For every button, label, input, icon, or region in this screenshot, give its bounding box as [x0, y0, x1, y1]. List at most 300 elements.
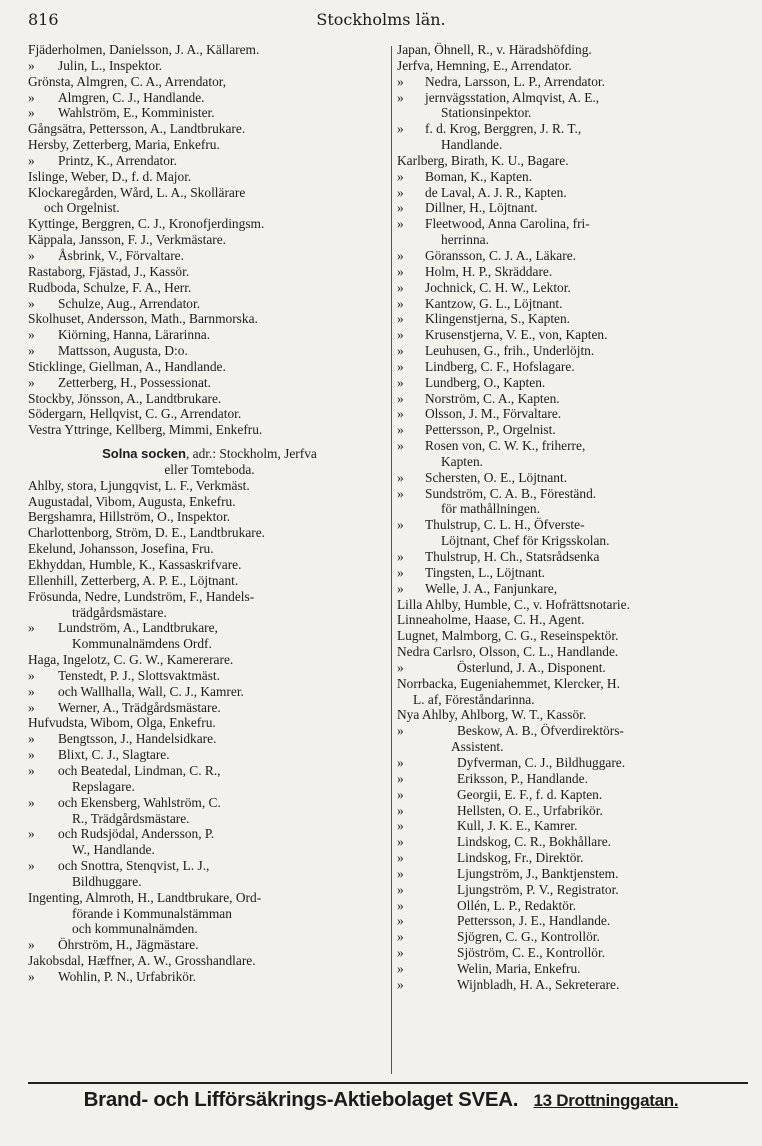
entry-text: Pettersson, P., Orgelnist. [425, 422, 556, 438]
entry-text: W., Handlande. [72, 842, 155, 858]
entry-text: Thulstrup, H. Ch., Statsrådsenka [425, 549, 600, 564]
footer-rule [28, 1082, 748, 1084]
directory-line [397, 628, 747, 644]
directory-line [397, 676, 747, 692]
directory-line [28, 779, 391, 795]
ditto-mark: » [397, 913, 404, 929]
ditto-mark: » [397, 929, 404, 945]
directory-line [28, 185, 391, 201]
ditto-mark: » [397, 754, 404, 770]
entry-text: Skolhuset, Andersson, Math., Barnmorska. [28, 311, 258, 327]
ditto-mark: » [28, 374, 35, 390]
ditto-mark: » [397, 945, 404, 961]
directory-line [28, 200, 391, 216]
entry-text: Ekhyddan, Humble, K., Kassaskrifvare. [28, 557, 242, 572]
entry-text: Thulstrup, C. L. H., Öfverste- [425, 517, 585, 533]
directory-line [397, 438, 747, 454]
directory-line [28, 232, 391, 248]
directory-line [28, 406, 391, 422]
ditto-mark: » [28, 667, 35, 683]
directory-line [28, 359, 391, 375]
left-column [28, 42, 391, 985]
entry-text: och Rudsjödal, Andersson, P. [58, 826, 215, 842]
ditto-mark: » [28, 968, 35, 984]
ditto-mark: » [397, 960, 404, 976]
entry-text: för mathållningen. [441, 501, 540, 517]
entry-text: Kantzow, G. L., Löjtnant. [425, 295, 563, 311]
directory-line [397, 660, 747, 676]
entry-text: Sjöström, C. E., Kontrollör. [457, 945, 606, 961]
entry-text: Ljungström, P. V., Registrator. [457, 881, 619, 897]
page-header [0, 0, 762, 44]
entry-text: Eriksson, P., Handlande. [457, 770, 588, 786]
entry-text: Sundström, C. A. B., Föreständ. [425, 485, 597, 501]
directory-line [397, 913, 747, 929]
footer-address: 13 Drottninggatan. [533, 1091, 679, 1110]
entry-text: Schulze, Aug., Arrendator. [58, 295, 201, 311]
ditto-mark: » [397, 73, 404, 89]
directory-line [28, 462, 391, 478]
directory-line [28, 826, 391, 842]
entry-text: Kull, J. K. E., Kamrer. [457, 818, 578, 834]
directory-line [28, 969, 391, 985]
entry-text: Ollén, L. P., Redaktör. [457, 897, 577, 913]
directory-line [397, 692, 747, 708]
directory-line [397, 105, 747, 121]
directory-line [397, 232, 747, 248]
directory-line [397, 375, 747, 391]
entry-text: förande i Kommunalstämman [72, 905, 232, 921]
entry-text: Lugnet, Malmborg, C. G., Reseinspektör. [397, 628, 619, 644]
ditto-mark: » [397, 897, 404, 913]
entry-text: L. af, Föreståndarinna. [413, 691, 535, 707]
directory-line [397, 58, 747, 74]
entry-text: Åsbrink, V., Förvaltare. [58, 247, 184, 263]
directory-line [397, 961, 747, 977]
entry-text: eller Tomteboda. [164, 461, 255, 477]
entry-text: Schersten, O. E., Löjtnant. [425, 469, 568, 485]
directory-line [28, 874, 391, 890]
entry-text: Wijnbladh, H. A., Sekreterare. [457, 976, 620, 992]
entry-text: Blixt, C. J., Slagtare. [58, 747, 170, 763]
right-column [397, 42, 747, 993]
ditto-mark: » [397, 438, 404, 454]
section-heading: Solna socken [102, 446, 186, 462]
entry-text: Kommunalnämdens Ordf. [72, 636, 212, 652]
entry-text: trädgårdsmästare. [72, 604, 167, 620]
ditto-mark: » [28, 105, 35, 121]
entry-text: och Snottra, Stenqvist, L. J., [58, 858, 210, 874]
entry-text: Norrbacka, Eugeniahemmet, Klercker, H. [397, 675, 620, 691]
directory-line [397, 327, 747, 343]
ditto-mark: » [397, 723, 404, 739]
entry-text: och Ekensberg, Wahlström, C. [58, 794, 221, 810]
directory-line [28, 438, 391, 446]
ditto-mark: » [397, 549, 404, 564]
entry-text: Rosen von, C. W. K., friherre, [425, 438, 586, 454]
directory-line [397, 882, 747, 898]
entry-text: Stationsinpektor. [441, 105, 532, 121]
directory-line [397, 597, 747, 613]
directory-line [397, 296, 747, 312]
directory-line [397, 929, 747, 945]
directory-line [28, 311, 391, 327]
entry-text: Welle, J. A., Fanjunkare, [425, 580, 558, 596]
ditto-mark: » [28, 858, 35, 874]
directory-line [397, 850, 747, 866]
directory-line [397, 280, 747, 296]
ditto-mark: » [28, 247, 35, 263]
directory-line [28, 90, 391, 106]
directory-line [397, 787, 747, 803]
entry-text: Lindskog, Fr., Direktör. [457, 850, 584, 866]
footer-company: Brand- och Lifförsäkrings-Aktiebolaget SVEA. [83, 1088, 519, 1111]
directory-line [28, 557, 391, 573]
entry-text: de Laval, A. J. R., Kapten. [425, 184, 567, 200]
directory-line [397, 581, 747, 597]
ditto-mark: » [28, 699, 35, 715]
entry-text: Fjäderholmen, Danielsson, J. A., Källarem. [28, 42, 260, 57]
directory-line [397, 945, 747, 961]
entry-text: Wohlin, P. N., Urfabrikör. [58, 968, 197, 984]
directory-line [397, 470, 747, 486]
entry-text: Krusenstjerna, V. E., von, Kapten. [425, 327, 608, 343]
entry-text: Tenstedt, P. J., Slottsvaktmäst. [58, 667, 220, 683]
ditto-mark: » [397, 247, 404, 263]
entry-text: f. d. Krog, Berggren, J. R. T., [425, 121, 582, 137]
ditto-mark: » [28, 327, 35, 343]
running-head: Stockholms län. [316, 10, 446, 29]
directory-line [397, 565, 747, 581]
entry-text: Löjtnant, Chef för Krigsskolan. [441, 533, 610, 549]
entry-text: Linneaholme, Haase, C. H., Agent. [397, 612, 585, 628]
directory-line [28, 652, 391, 668]
entry-text: Göransson, C. J. A., Läkare. [425, 247, 576, 263]
directory-line [397, 533, 747, 549]
ditto-mark: » [397, 343, 404, 359]
ditto-mark: » [28, 620, 35, 636]
directory-line [397, 723, 747, 739]
ditto-mark: » [397, 580, 404, 596]
entry-text: Wahlström, E., Komminister. [58, 105, 215, 121]
directory-line [28, 684, 391, 700]
entry-text: Islinge, Weber, D., f. d. Major. [28, 168, 192, 184]
entry-text: Charlottenborg, Ström, D. E., Landtbrukare. [28, 525, 266, 541]
entry-text: Handlande. [441, 137, 503, 153]
entry-text: Tingsten, L., Löjtnant. [425, 564, 546, 580]
column-divider [391, 46, 392, 1074]
ditto-mark: » [28, 295, 35, 311]
ditto-mark: » [397, 517, 404, 533]
directory-line [28, 422, 391, 438]
directory-line [397, 834, 747, 850]
entry-text: Ingenting, Almroth, H., Landtbrukare, Ord- [28, 889, 262, 905]
entry-text: Stockby, Jönsson, A., Landtbrukare. [28, 390, 222, 406]
directory-line [28, 509, 391, 525]
directory-line [28, 715, 391, 731]
entry-text: Öhrström, H., Jägmästare. [58, 937, 199, 953]
entry-text: Holm, H. P., Skräddare. [425, 263, 553, 279]
directory-line [397, 612, 747, 628]
entry-text: Rastaborg, Fjästad, J., Kassör. [28, 263, 190, 279]
directory-line [397, 185, 747, 201]
entry-text: Klockaregården, Wård, L. A., Skollärare [28, 184, 246, 200]
entry-text: Jochnick, C. H. W., Lektor. [425, 279, 571, 295]
entry-text: Nedra, Larsson, L. P., Arrendator. [425, 73, 605, 89]
entry-text: Södergarn, Hellqvist, C. G., Arrendator. [28, 406, 242, 422]
entry-text: Georgii, E. F., f. d. Kapten. [457, 786, 603, 802]
directory-line [28, 921, 391, 937]
directory-line [28, 296, 391, 312]
ditto-mark: » [397, 818, 404, 834]
ditto-mark: » [397, 200, 404, 216]
directory-line [28, 264, 391, 280]
entry-text: Bildhuggare. [72, 873, 142, 889]
directory-line [28, 541, 391, 557]
entry-text: Mattsson, Augusta, D:o. [58, 343, 188, 359]
entry-text: Werner, A., Trädgårdsmästare. [58, 699, 221, 715]
ditto-mark: » [397, 184, 404, 200]
directory-line [397, 517, 747, 533]
entry-text: Kyttinge, Berggren, C. J., Kronofjerdingsm. [28, 216, 265, 232]
entry-text: Olsson, J. M., Förvaltare. [425, 406, 562, 422]
directory-line [28, 153, 391, 169]
entry-text: Bergshamra, Hillström, O., Inspektor. [28, 509, 231, 525]
directory-line [397, 343, 747, 359]
directory-line [28, 811, 391, 827]
directory-line [397, 391, 747, 407]
ditto-mark: » [397, 834, 404, 850]
section-heading-address: , adr.: Stockholm, Jerfva [185, 446, 317, 462]
entry-text: och Orgelnist. [44, 200, 120, 216]
entry-text: Lindberg, C. F., Hofslagare. [425, 358, 575, 374]
directory-line [397, 137, 747, 153]
directory-line [28, 169, 391, 185]
directory-line [397, 90, 747, 106]
entry-text: Nedra Carlsro, Olsson, C. L., Handlande. [397, 644, 619, 660]
entry-text: Ellenhill, Zetterberg, A. P. E., Löjtnant. [28, 572, 239, 588]
directory-line [397, 866, 747, 882]
ditto-mark: » [397, 976, 404, 992]
directory-line [397, 818, 747, 834]
ditto-mark: » [397, 422, 404, 438]
directory-line [28, 121, 391, 137]
directory-line [397, 549, 747, 565]
directory-line [397, 74, 747, 90]
directory-line [28, 573, 391, 589]
ditto-mark: » [28, 57, 35, 73]
directory-line [397, 422, 747, 438]
directory-line [397, 644, 747, 660]
entry-text: Hufvudsta, Wibom, Olga, Enkefru. [28, 715, 216, 731]
entry-text: Boman, K., Kapten. [425, 168, 533, 184]
entry-text: Printz, K., Arrendator. [58, 152, 178, 168]
directory-line [397, 169, 747, 185]
directory-line [28, 620, 391, 636]
directory-line [397, 739, 747, 755]
ditto-mark: » [397, 469, 404, 485]
entry-text: Augustadal, Vibom, Augusta, Enkefru. [28, 493, 236, 509]
directory-line [397, 755, 747, 771]
directory-line [28, 216, 391, 232]
directory-line [28, 494, 391, 510]
ditto-mark: » [397, 311, 404, 327]
ditto-mark: » [28, 937, 35, 953]
directory-line [28, 74, 391, 90]
directory-line [397, 264, 747, 280]
entry-text: och kommunalnämden. [72, 921, 198, 937]
directory-line [28, 858, 391, 874]
ditto-mark: » [397, 850, 404, 866]
directory-line [397, 153, 747, 169]
entry-text: Dillner, H., Löjtnant. [425, 200, 538, 216]
entry-text: Lundström, A., Landtbrukare, [58, 620, 218, 636]
directory-line [28, 605, 391, 621]
ditto-mark: » [28, 826, 35, 842]
ditto-mark: » [397, 295, 404, 311]
entry-text: Japan, Öhnell, R., v. Häradshöfding. [397, 42, 592, 57]
directory-line [28, 953, 391, 969]
ditto-mark: » [28, 683, 35, 699]
ditto-mark: » [397, 485, 404, 501]
entry-text: Rudboda, Schulze, F. A., Herr. [28, 279, 192, 295]
ditto-mark: » [28, 731, 35, 747]
directory-line [397, 977, 747, 993]
directory-line [28, 327, 391, 343]
entry-text: och Wallhalla, Wall, C. J., Kamrer. [58, 683, 244, 699]
directory-line [28, 42, 391, 58]
directory-line [28, 248, 391, 264]
entry-text: Ljungström, J., Banktjenstem. [457, 865, 619, 881]
entry-text: Hellsten, O. E., Urfabrikör. [457, 802, 603, 818]
directory-line [28, 890, 391, 906]
directory-line [397, 248, 747, 264]
entry-text: Dyfverman, C. J., Bildhuggare. [457, 754, 626, 770]
directory-line [28, 58, 391, 74]
entry-text: Ahlby, stora, Ljungqvist, L. F., Verkmäst. [28, 477, 250, 493]
directory-line [397, 707, 747, 723]
directory-line [397, 454, 747, 470]
entry-text: Vestra Yttringe, Kellberg, Mimmi, Enkefru. [28, 422, 263, 438]
entry-text: Jerfva, Hemning, E., Arrendator. [397, 57, 572, 73]
entry-text: Repslagare. [72, 778, 135, 794]
directory-line [28, 668, 391, 684]
ditto-mark: » [397, 89, 404, 105]
directory-line [28, 525, 391, 541]
ditto-mark: » [397, 881, 404, 897]
entry-text: Assistent. [451, 739, 504, 755]
directory-line [28, 842, 391, 858]
entry-text: Almgren, C. J., Handlande. [58, 89, 205, 105]
directory-line [397, 501, 747, 517]
entry-text: Julin, L., Inspektor. [58, 57, 163, 73]
directory-line [397, 216, 747, 232]
entry-text: Norström, C. A., Kapten. [425, 390, 560, 406]
entry-text: Beskow, A. B., Öfverdirektörs- [457, 723, 624, 739]
entry-text: Fleetwood, Anna Carolina, fri- [425, 216, 590, 232]
ditto-mark: » [28, 343, 35, 359]
directory-line [28, 700, 391, 716]
entry-text: Pettersson, J. E., Handlande. [457, 913, 611, 929]
footer-advertisement [0, 1088, 762, 1112]
ditto-mark: » [397, 263, 404, 279]
entry-text: Lindskog, C. R., Bokhållare. [457, 834, 611, 850]
entry-text: Ekelund, Johansson, Josefina, Fru. [28, 541, 214, 557]
ditto-mark: » [397, 865, 404, 881]
directory-line [28, 446, 391, 462]
entry-text: och Beatedal, Lindman, C. R., [58, 762, 221, 778]
entry-text: Karlberg, Birath, K. U., Bagare. [397, 152, 569, 168]
directory-line [397, 200, 747, 216]
directory-line [28, 391, 391, 407]
entry-text: Kiörning, Hanna, Lärarinna. [58, 327, 211, 343]
ditto-mark: » [28, 794, 35, 810]
ditto-mark: » [397, 327, 404, 343]
ditto-mark: » [397, 390, 404, 406]
entry-text: Grönsta, Almgren, C. A., Arrendator, [28, 73, 227, 89]
ditto-mark: » [397, 564, 404, 580]
entry-text: Lundberg, O., Kapten. [425, 374, 546, 390]
entry-text: Käppala, Jansson, F. J., Verkmästare. [28, 232, 227, 248]
ditto-mark: » [28, 89, 35, 105]
directory-line [397, 121, 747, 137]
entry-text: Gångsätra, Pettersson, A., Landtbrukare. [28, 121, 246, 137]
ditto-mark: » [397, 802, 404, 818]
directory-line [28, 105, 391, 121]
ditto-mark: » [28, 152, 35, 168]
ditto-mark: » [28, 747, 35, 763]
entry-text: Nya Ahlby, Ahlborg, W. T., Kassör. [397, 707, 587, 723]
directory-line [397, 803, 747, 819]
entry-text: Haga, Ingelotz, C. G. W., Kamererare. [28, 652, 234, 668]
directory-line [28, 937, 391, 953]
directory-line [28, 795, 391, 811]
entry-text: herrinna. [441, 232, 489, 248]
directory-line [28, 343, 391, 359]
directory-line [28, 375, 391, 391]
entry-text: Sticklinge, Giellman, A., Handlande. [28, 358, 226, 374]
ditto-mark: » [397, 406, 404, 422]
ditto-mark: » [397, 358, 404, 374]
directory-line [397, 771, 747, 787]
directory-line [397, 406, 747, 422]
entry-text: R., Trädgårdsmästare. [72, 810, 190, 826]
entry-text: Frösunda, Nedre, Lundström, F., Handels- [28, 588, 255, 604]
ditto-mark: » [397, 216, 404, 232]
directory-line [28, 731, 391, 747]
entry-text: Sjögren, C. G., Kontrollör. [457, 929, 600, 945]
directory-line [28, 589, 391, 605]
directory-line [397, 359, 747, 375]
directory-line [28, 636, 391, 652]
directory-line [397, 486, 747, 502]
ditto-mark: » [397, 374, 404, 390]
entry-text: Leuhusen, G., frih., Underlöjtn. [425, 343, 595, 359]
directory-line [28, 906, 391, 922]
ditto-mark: » [397, 786, 404, 802]
entry-text: Hersby, Zetterberg, Maria, Enkefru. [28, 137, 220, 153]
entry-text: Österlund, J. A., Disponent. [457, 659, 606, 675]
entry-text: Welin, Maria, Enkefru. [457, 960, 581, 976]
directory-line [397, 898, 747, 914]
ditto-mark: » [28, 762, 35, 778]
ditto-mark: » [397, 168, 404, 184]
directory-line [397, 311, 747, 327]
entry-text: Klingenstjerna, S., Kapten. [425, 311, 571, 327]
entry-text: Lilla Ahlby, Humble, C., v. Hofrättsnotarie. [397, 596, 630, 612]
page-number: 816 [28, 10, 59, 29]
directory-line [28, 478, 391, 494]
